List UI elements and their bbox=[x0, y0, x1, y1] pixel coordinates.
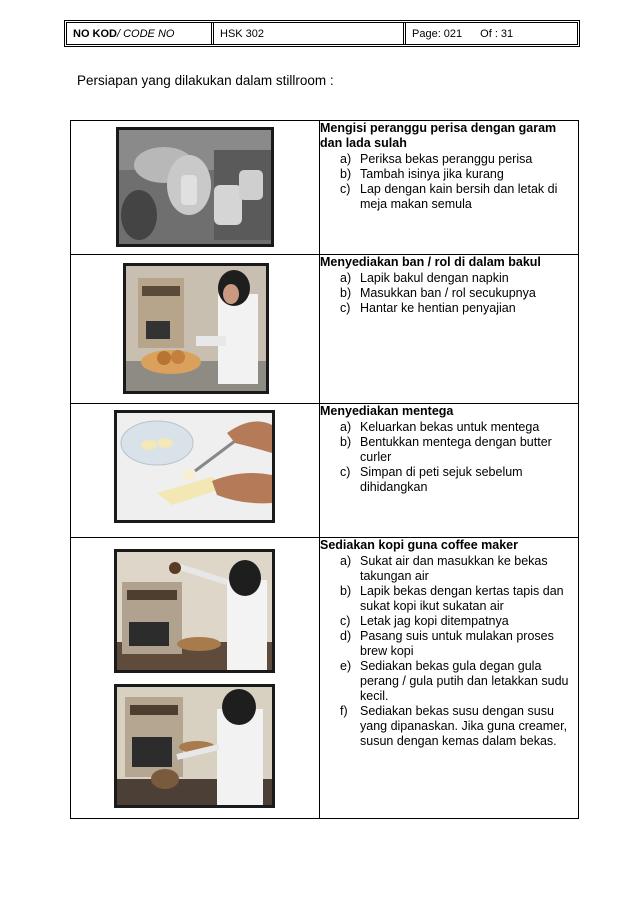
step-item: c) Hantar ke hentian penyajian bbox=[340, 301, 516, 315]
step-item: c) Simpan di peti sejuk sebelum dihidangkan bbox=[340, 465, 523, 494]
instruction-cell bbox=[320, 404, 579, 538]
photo-cell bbox=[71, 255, 320, 404]
section-title: Mengisi peranggu perisa dengan garam dan lada sulah bbox=[320, 121, 557, 150]
instruction-cell bbox=[320, 538, 579, 819]
step-item: e) Sediakan bekas gula degan gula perang / gula putih dan letakkan sudu kecil. bbox=[340, 659, 569, 703]
code-label-rest: / CODE NO bbox=[117, 27, 175, 40]
step-list bbox=[320, 271, 578, 316]
procedure-row bbox=[71, 255, 579, 404]
step-item: f) Sediakan bekas susu dengan susu yang dipanaskan. Jika guna creamer, susun dengan kemas dalam bekas. bbox=[340, 704, 568, 748]
page-cell bbox=[406, 23, 577, 44]
step-item: a) Keluarkan bekas untuk mentega bbox=[340, 420, 540, 434]
photo-butter bbox=[114, 410, 275, 523]
procedure-row bbox=[71, 121, 579, 255]
step-item: a) Sukat air dan masukkan ke bekas takungan air bbox=[340, 554, 548, 583]
step-item: b) Bentukkan mentega dengan butter curler bbox=[340, 435, 552, 464]
document-header bbox=[64, 20, 580, 47]
step-list bbox=[320, 420, 578, 495]
of-label: Of : 31 bbox=[480, 27, 514, 40]
code-value: HSK 302 bbox=[220, 27, 265, 40]
section-title: Menyediakan ban / rol di dalam bakul bbox=[320, 255, 541, 269]
photo-shakers bbox=[116, 127, 274, 247]
photo-cell bbox=[71, 121, 320, 255]
step-list bbox=[320, 152, 578, 212]
photo-cell bbox=[71, 404, 320, 538]
step-item: c) Lap dengan kain bersih dan letak di meja makan semula bbox=[340, 182, 558, 211]
procedure-row bbox=[71, 538, 579, 819]
photo-cell bbox=[71, 538, 320, 819]
photo-bread-basket bbox=[123, 263, 269, 394]
section-title: Menyediakan mentega bbox=[320, 404, 454, 418]
code-value-cell bbox=[214, 23, 406, 44]
section-title: Sediakan kopi guna coffee maker bbox=[320, 538, 518, 552]
code-label-bold: NO KOD bbox=[73, 27, 117, 40]
step-item: d) Pasang suis untuk mulakan proses brew kopi bbox=[340, 629, 554, 658]
procedure-table bbox=[70, 120, 579, 819]
photo-coffee-maker-2 bbox=[114, 684, 275, 808]
step-item: c) Letak jag kopi ditempatnya bbox=[340, 614, 509, 628]
step-list bbox=[320, 554, 578, 749]
step-item: b) Lapik bekas dengan kertas tapis dan sukat kopi ikut sukatan air bbox=[340, 584, 564, 613]
code-label-cell bbox=[67, 23, 214, 44]
step-item: a) Periksa bekas peranggu perisa bbox=[340, 152, 533, 166]
instruction-cell bbox=[320, 255, 579, 404]
page-label: Page: 021 bbox=[412, 27, 463, 40]
step-item: a) Lapik bakul dengan napkin bbox=[340, 271, 509, 285]
intro-text: Persiapan yang dilakukan dalam stillroom : bbox=[77, 73, 334, 88]
step-item: b) Tambah isinya jika kurang bbox=[340, 167, 504, 181]
instruction-cell bbox=[320, 121, 579, 255]
photo-coffee-maker-1 bbox=[114, 549, 275, 673]
step-item: b) Masukkan ban / rol secukupnya bbox=[340, 286, 536, 300]
procedure-row bbox=[71, 404, 579, 538]
